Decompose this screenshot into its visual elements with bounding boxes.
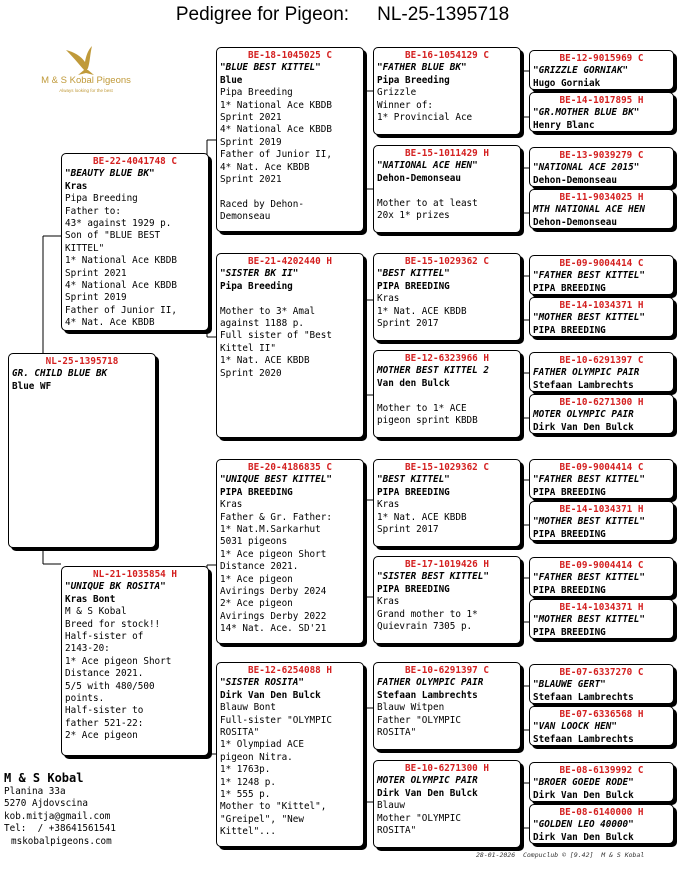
pigeon-notes: Pipa Breeding Father to: 43* against 1929 p. Son of "BLUE BEST KITTEL" 1* National Ace KBDB Sprint 2021 4* National Ace KBDB Sprint 2019 Father of Junior II, 4* Nat. Ace KBDB <box>65 193 177 329</box>
pigeon-breeder: Dirk Van Den Bulck <box>220 689 321 701</box>
pigeon-card-sire[interactable] <box>61 153 209 331</box>
pigeon-name: FATHER OLYMPIC PAIR <box>533 367 640 379</box>
ring-number: BE-13-9039279 C <box>559 150 644 161</box>
pigeon-name: "FATHER BLUE BK" <box>377 62 467 74</box>
pigeon-card-sddd[interactable] <box>529 394 674 434</box>
pigeon-notes: Blauw Mother "OLYMPIC ROSITA" <box>377 800 461 837</box>
ring-number: BE-11-9034025 H <box>559 192 644 203</box>
owner-phone: Tel: / +38641561541 <box>4 823 116 835</box>
pigeon-card-sdss[interactable] <box>529 255 674 295</box>
ring-number: BE-12-6254088 H <box>248 665 332 676</box>
pigeon-notes: Mother to 1* ACE pigeon sprint KBDB <box>377 402 478 427</box>
pigeon-notes: M & S Kobal Breed for stock!! Half-sister of 2143-20: 1* Ace pigeon Short Distance 2021. 5/5 with 480/500 points. Half-sister to father 521-22: 2* Ace pigeon <box>65 606 172 742</box>
owner-email[interactable]: kob.mitja@gmail.com <box>4 810 111 822</box>
pigeon-breeder: Dehon-Demonseau <box>533 174 617 186</box>
pigeon-card-dsd[interactable] <box>373 556 521 644</box>
ring-number: BE-14-1034371 H <box>559 300 644 311</box>
pigeon-name: "SISTER BK II" <box>220 268 299 280</box>
pigeon-notes: Kras 1* Nat. ACE KBDB Sprint 2017 <box>377 293 467 330</box>
pigeon-card-dddd[interactable] <box>529 804 674 844</box>
pigeon-card-ddd[interactable] <box>373 760 521 848</box>
title-ring: NL-25-1395718 <box>377 4 510 25</box>
ring-number: BE-15-1011429 H <box>405 148 489 159</box>
ring-number: BE-09-9004414 C <box>559 560 644 571</box>
pigeon-card-dds[interactable] <box>373 662 521 750</box>
pigeon-notes: Mother to 3* Amal against 1188 p. Full sister of "Best Kittel II" 1* Nat. ACE KBDB Sprint 2020 <box>220 305 332 379</box>
pigeon-breeder: Stefaan Lambrechts <box>533 379 634 391</box>
pigeon-name: "GRIZZLE GORNIAK" <box>533 65 629 77</box>
pigeon-card-ddsd[interactable] <box>529 706 674 746</box>
pigeon-name: MOTHER BEST KITTEL 2 <box>377 365 489 377</box>
pigeon-card-ssss[interactable] <box>529 50 674 90</box>
owner-contact <box>4 770 116 848</box>
pigeon-breeder: PIPA BREEDING <box>533 486 606 498</box>
ring-number: BE-07-6336568 H <box>559 709 644 720</box>
pigeon-name: "UNIQUE BK ROSITA" <box>65 581 166 593</box>
ring-number: BE-14-1034371 H <box>559 602 644 613</box>
pigeon-notes: Grizzle Winner of: 1* Provincial Ace <box>377 87 473 124</box>
pigeon-name: "FATHER BEST KITTEL" <box>533 572 645 584</box>
pigeon-card-dsds[interactable] <box>529 557 674 597</box>
title-label: Pedigree for Pigeon: <box>175 4 350 25</box>
pigeon-breeder: PIPA BREEDING <box>533 584 606 596</box>
pigeon-breeder: PIPA BREEDING <box>220 486 293 498</box>
pigeon-name: "SISTER ROSITA" <box>220 677 304 689</box>
pigeon-card-ssdd[interactable] <box>529 189 674 229</box>
pigeon-breeder: Kras Bont <box>65 593 116 605</box>
ring-number: BE-14-1017895 H <box>559 95 644 106</box>
ring-number: BE-18-1045025 C <box>248 50 332 61</box>
pigeon-card-main[interactable] <box>8 353 156 548</box>
ring-number: BE-14-1034371 H <box>559 504 644 515</box>
pigeon-name: GR. CHILD BLUE BK <box>12 368 108 380</box>
pigeon-card-dam-dam[interactable] <box>216 662 364 847</box>
ring-number: BE-09-9004414 C <box>559 462 644 473</box>
pigeon-name: "NATIONAL ACE 2015" <box>533 162 640 174</box>
pigeon-name: "BEST KITTEL" <box>377 474 450 486</box>
pigeon-card-ssds[interactable] <box>529 147 674 187</box>
pigeon-breeder: PIPA BREEDING <box>533 528 606 540</box>
pigeon-breeder: Hugo Gorniak <box>533 77 601 89</box>
ring-number: BE-15-1029362 C <box>405 256 489 267</box>
pigeon-name: "GOLDEN LEO 40000" <box>533 819 634 831</box>
pigeon-name: "BEAUTY BLUE BK" <box>65 168 155 180</box>
pigeon-notes: Kras 1* Nat. ACE KBDB Sprint 2017 <box>377 499 467 536</box>
ring-number: BE-10-6291397 C <box>405 665 489 676</box>
pigeon-breeder: PIPA BREEDING <box>377 280 450 292</box>
owner-website[interactable]: mskobalpigeons.com <box>11 835 112 847</box>
ring-number: BE-15-1029362 C <box>405 462 489 473</box>
pigeon-name: "SISTER BEST KITTEL" <box>377 571 489 583</box>
pigeon-name: "FATHER BEST KITTEL" <box>533 474 645 486</box>
pigeon-card-dssd[interactable] <box>529 501 674 541</box>
ring-number: BE-16-1054129 C <box>405 50 489 61</box>
pigeon-breeder: Dehon-Demonseau <box>377 172 461 184</box>
pigeon-name: MOTER OLYMPIC PAIR <box>533 409 634 421</box>
pigeon-breeder: Dirk Van Den Bulck <box>377 787 478 799</box>
pigeon-name: "GR.MOTHER BLUE BK" <box>533 107 640 119</box>
owner-street: Planina 33a <box>4 786 66 797</box>
pigeon-name: "NATIONAL ACE HEN" <box>377 160 478 172</box>
pigeon-name: "FATHER BEST KITTEL" <box>533 270 645 282</box>
pigeon-name: "BROER GOEDE RODE" <box>533 777 634 789</box>
logo-name: M & S Kobal Pigeons <box>41 75 131 86</box>
pigeon-name: "BEST KITTEL" <box>377 268 450 280</box>
pigeon-notes: Kras Father & Gr. Father: 1* Nat.M.Sarkarhut 5031 pigeons 1* Ace pigeon Short Distance 2021. 1* Ace pigeon Avirings Derby 2024 2* Ace pigeon Avirings Derby 2022 14* Nat. Ace. SD'21 <box>220 499 332 635</box>
ring-number: BE-21-4202440 H <box>248 256 332 267</box>
pigeon-card-ssd[interactable] <box>373 145 521 233</box>
ring-number: BE-12-6323966 H <box>405 353 489 364</box>
pigeon-name: FATHER OLYMPIC PAIR <box>377 677 484 689</box>
ring-number: BE-17-1019426 H <box>405 559 489 570</box>
pigeon-name: "UNIQUE BEST KITTEL" <box>220 474 332 486</box>
ring-number: BE-10-6291397 C <box>559 355 644 366</box>
pigeon-card-sds[interactable] <box>373 253 521 341</box>
ring-number: BE-10-6271300 H <box>559 397 644 408</box>
owner-city: 5270 Ajdovscina <box>4 798 88 810</box>
ring-number: BE-08-6139992 C <box>559 765 644 776</box>
footer-info: 28-01-2026 Compuclub © [9.42] M & S Kobal <box>476 851 645 859</box>
pigeon-card-sire-dam[interactable] <box>216 253 364 438</box>
pigeon-notes: Pipa Breeding 1* National Ace KBDB Sprint 2021 4* National Ace KBDB Sprint 2019 Father of Junior II, 4* Nat. Ace KBDB Sprint 2021 Raced by Dehon- Demonseau <box>220 87 332 223</box>
pigeon-breeder: Blue <box>220 74 243 86</box>
pigeon-name: "BLAUWE GERT" <box>533 679 606 691</box>
pigeon-name: MTH NATIONAL ACE HEN <box>533 204 645 216</box>
ring-number: BE-12-9015969 C <box>559 53 644 64</box>
pigeon-card-sire-sire[interactable] <box>216 47 364 232</box>
owner-name: M & S Kobal <box>4 771 84 785</box>
ring-number: BE-10-6271300 H <box>405 763 489 774</box>
pigeon-breeder: Dirk Van Den Bulck <box>533 831 634 843</box>
pigeon-breeder: PIPA BREEDING <box>377 583 450 595</box>
pigeon-name: "MOTHER BEST KITTEL" <box>533 614 645 626</box>
ring-number: BE-09-9004414 C <box>559 258 644 269</box>
pigeon-card-dss[interactable] <box>373 459 521 547</box>
pigeon-card-sss[interactable] <box>373 47 521 135</box>
pigeon-card-sssd[interactable] <box>529 92 674 132</box>
pigeon-breeder: Stefaan Lambrechts <box>533 733 634 745</box>
ring-number: BE-22-4041748 C <box>93 156 177 167</box>
pigeon-card-sdds[interactable] <box>529 352 674 392</box>
pigeon-name: "BLUE BEST KITTEL" <box>220 62 321 74</box>
ring-number: BE-08-6140000 H <box>559 807 644 818</box>
pigeon-card-dsdd[interactable] <box>529 599 674 639</box>
ring-number: NL-21-1035854 H <box>93 569 177 580</box>
pigeon-breeder: PIPA BREEDING <box>377 486 450 498</box>
pigeon-notes: Mother to at least 20x 1* prizes <box>377 197 478 222</box>
pigeon-notes: Blauw Witpen Father "OLYMPIC ROSITA" <box>377 702 461 739</box>
pigeon-breeder: Pipa Breeding <box>377 74 450 86</box>
pigeon-card-dam[interactable] <box>61 566 209 756</box>
pigeon-name: MOTER OLYMPIC PAIR <box>377 775 478 787</box>
ring-number: NL-25-1395718 <box>45 356 119 367</box>
pigeon-breeder: Dehon-Demonseau <box>533 216 617 228</box>
pigeon-card-sdsd[interactable] <box>529 297 674 337</box>
pigeon-breeder: Blue WF <box>12 380 52 392</box>
pigeon-notes: Kras Grand mother to 1* Quievrain 7305 p. <box>377 596 478 633</box>
pigeon-breeder: Henry Blanc <box>533 119 595 131</box>
pigeon-breeder: Dirk Van Den Bulck <box>533 789 634 801</box>
ring-number: BE-07-6337270 C <box>559 667 644 678</box>
pigeon-breeder: Van den Bulck <box>377 377 450 389</box>
ring-number: BE-20-4186835 C <box>248 462 332 473</box>
pigeon-breeder: Dirk Van Den Bulck <box>533 421 634 433</box>
pigeon-breeder: PIPA BREEDING <box>533 324 606 336</box>
pigeon-breeder: Stefaan Lambrechts <box>533 691 634 703</box>
pigeon-card-dsss[interactable] <box>529 459 674 499</box>
pigeon-name: "VAN LOOCK HEN" <box>533 721 617 733</box>
pigeon-breeder: Pipa Breeding <box>220 280 293 292</box>
pigeon-notes: Blauw Bont Full-sister "OLYMPIC ROSITA" 1* Olympiad ACE pigeon Nitra. 1* 1763p. 1* 1248 p. 1* 555 p. Mother to "Kittel", "Greipel", "New Kittel"... <box>220 702 332 838</box>
pigeon-breeder: PIPA BREEDING <box>533 282 606 294</box>
pigeon-card-dam-sire[interactable] <box>216 459 364 644</box>
logo-tagline: Always looking for the best <box>59 88 113 93</box>
pigeon-breeder: PIPA BREEDING <box>533 626 606 638</box>
pigeon-card-sdd[interactable] <box>373 350 521 438</box>
pigeon-breeder: Kras <box>65 180 88 192</box>
pigeon-card-ddss[interactable] <box>529 664 674 704</box>
pigeon-name: "MOTHER BEST KITTEL" <box>533 516 645 528</box>
pigeon-breeder: Stefaan Lambrechts <box>377 689 478 701</box>
pigeon-name: "MOTHER BEST KITTEL" <box>533 312 645 324</box>
pigeon-card-ddds[interactable] <box>529 762 674 802</box>
